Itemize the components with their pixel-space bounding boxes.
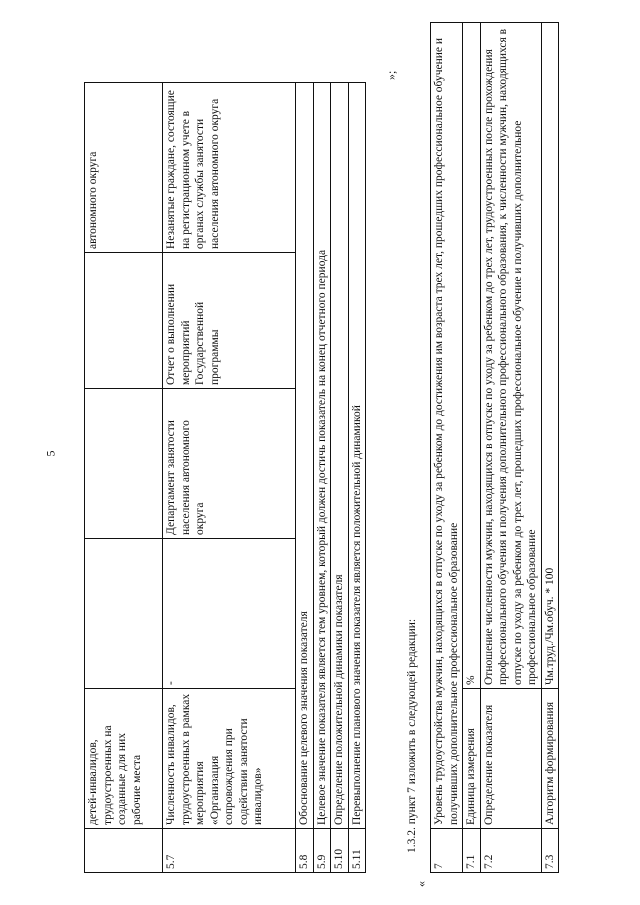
indicator-table-new xyxy=(430,22,559,873)
indicator-title: Уровень трудоустройства мужчин, находящихся в отпуске по уходу за ребенком до достижения им возраста трех лет, прошедших профессиональное обучение и получивших дополнительное профессиональное образование xyxy=(431,22,463,828)
row-number: 7.1 xyxy=(463,829,481,873)
row-label: Единица измерения xyxy=(463,689,481,829)
cell-population: Незанятые граждане, состоящие на регистрационном учете в органах службы занятости населения автономного округа xyxy=(163,83,296,253)
row-text: Перевыполнение планового значения показателя является положительной динамикой xyxy=(348,83,366,829)
row-label: Алгоритм формирования xyxy=(541,689,559,829)
cell-population: автономного округа xyxy=(85,83,163,253)
table-row xyxy=(331,83,349,873)
table-row xyxy=(163,83,296,873)
cell-source xyxy=(85,253,163,389)
row-number: 5.9 xyxy=(313,829,331,873)
cell-indicator: детей-инвалидов, трудоустроенных на созданные для них рабочие места xyxy=(85,689,163,829)
cell-source: Отчет о выполнении мероприятий Государственной программы xyxy=(163,253,296,389)
closing-mark: »; xyxy=(384,70,398,80)
row-label: Определение показателя xyxy=(480,689,541,829)
table-row xyxy=(431,22,463,872)
row-value: % xyxy=(463,22,481,688)
table-row xyxy=(348,83,366,873)
row-number: 7.2 xyxy=(480,829,541,873)
cell-value: - xyxy=(163,539,296,689)
row-text: Определение положительной динамики показателя xyxy=(331,83,349,829)
row-value: Отношение численности мужчин, находящихся в отпуске по уходу за ребенком до трех лет, трудоустроенных после прохождения профессионального обучения и получения дополнительного профессионального образования, к численности мужчин, находящихся в отпуске по уходу за ребенком до трех лет, прошедших профессиональное обучение и получивших дополнительное профессиональное образование xyxy=(480,22,541,688)
row-number: 5.11 xyxy=(348,829,366,873)
cell-responsible xyxy=(85,389,163,539)
cell-indicator: Численность инвалидов, трудоустроенных в рамках мероприятия «Организация сопровождения при содействии занятости инвалидов» xyxy=(163,689,296,829)
row-number: 5.8 xyxy=(296,829,314,873)
table-row xyxy=(313,83,331,873)
table-row xyxy=(85,83,163,873)
table-row xyxy=(463,22,481,872)
cell-responsible: Департамент занятости населения автономного округа xyxy=(163,389,296,539)
row-text: Обоснование целевого значения показателя xyxy=(296,83,314,829)
indicator-table-continued xyxy=(84,82,366,873)
table-row xyxy=(480,22,541,872)
opening-mark: « xyxy=(414,881,428,887)
cell-value xyxy=(85,539,163,689)
table-row xyxy=(296,83,314,873)
row-value: Чм.труд./Чм.обуч. * 100 xyxy=(541,22,559,688)
row-number: 7.3 xyxy=(541,829,559,873)
row-number: 7 xyxy=(431,829,463,873)
page-number: 5 xyxy=(43,450,58,457)
row-number: 5.7 xyxy=(163,829,296,873)
row-number: 5.10 xyxy=(331,829,349,873)
row-text: Целевое значение показателя является тем уровнем, который должен достичь показатель на конец отчетного периода xyxy=(313,83,331,829)
rotated-content xyxy=(84,23,620,887)
amendment-instruction: 1.3.2. пункт 7 изложить в следующей редакции: xyxy=(406,618,418,853)
table-row xyxy=(541,22,559,872)
row-number xyxy=(85,829,163,873)
